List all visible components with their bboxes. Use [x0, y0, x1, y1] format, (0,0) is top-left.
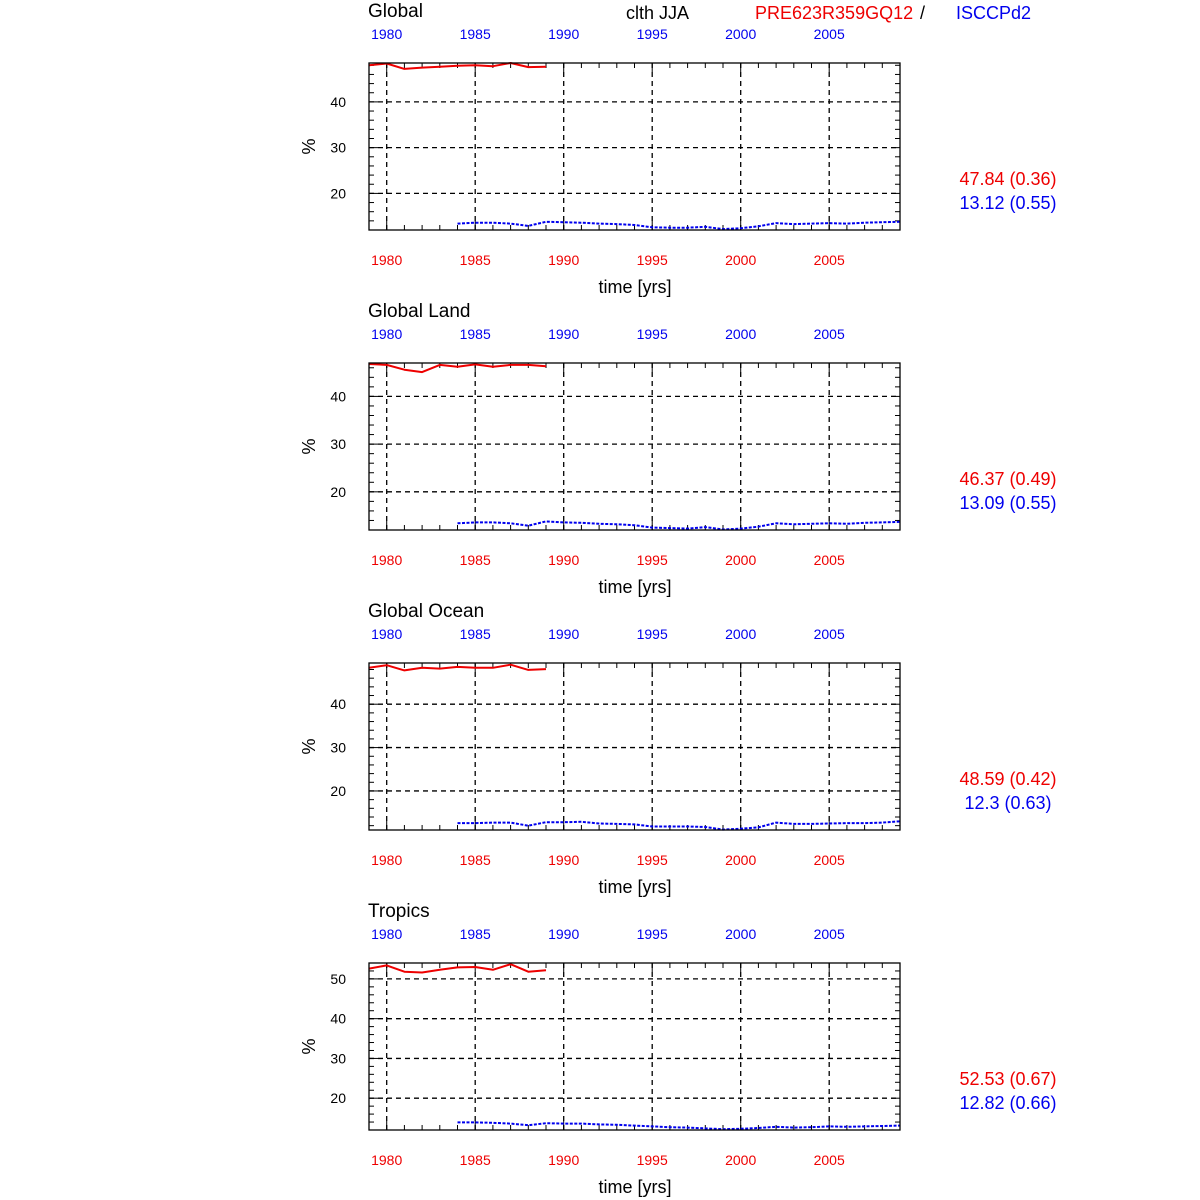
- x-tick-label-bottom: 1980: [371, 852, 403, 868]
- panel-global-land: [299, 301, 1057, 597]
- x-tick-label-top: 1985: [459, 326, 491, 342]
- y-tick-label: 40: [330, 388, 346, 405]
- x-tick-label-bottom: 1985: [459, 852, 491, 868]
- y-axis-label: %: [299, 1038, 319, 1055]
- y-tick-label: 30: [330, 139, 346, 156]
- x-tick-label-top: 2000: [725, 326, 757, 342]
- panel-title: Tropics: [368, 901, 430, 922]
- panel-global: [299, 1, 1057, 297]
- x-tick-label-bottom: 1990: [548, 1152, 580, 1168]
- x-tick-label-top: 1990: [548, 326, 580, 342]
- x-tick-label-top: 1995: [636, 626, 668, 642]
- x-tick-label-bottom: 1980: [371, 1152, 403, 1168]
- obs-mean-stat: 13.09 (0.55): [959, 493, 1057, 513]
- x-tick-label-top: 1995: [636, 26, 668, 42]
- y-tick-label: 20: [330, 483, 346, 500]
- x-tick-label-top: 1980: [371, 26, 403, 42]
- legend-separator: /: [920, 3, 926, 23]
- x-tick-label-bottom: 1990: [548, 852, 580, 868]
- x-tick-label-top: 2005: [813, 26, 845, 42]
- x-tick-label-top: 1985: [459, 626, 491, 642]
- y-tick-label: 50: [330, 970, 346, 987]
- y-axis-label: %: [299, 738, 319, 755]
- y-axis-label: %: [299, 138, 319, 155]
- x-tick-label-top: 1990: [548, 926, 580, 942]
- x-tick-label-bottom: 1980: [371, 552, 403, 568]
- model-mean-stat: 47.84 (0.36): [959, 169, 1057, 189]
- x-tick-label-bottom: 2000: [725, 552, 757, 568]
- model-mean-stat: 52.53 (0.67): [959, 1069, 1057, 1089]
- figure-header: [626, 3, 1031, 23]
- x-tick-label-bottom: 1980: [371, 252, 403, 268]
- obs-mean-stat: 13.12 (0.55): [959, 193, 1057, 213]
- x-tick-label-top: 2000: [725, 26, 757, 42]
- plot-frame: [369, 663, 900, 830]
- variable-label: clth JJA: [626, 3, 690, 23]
- panel-tropics: [299, 901, 1057, 1197]
- x-tick-label-top: 1980: [371, 626, 403, 642]
- panel-title: Global Land: [368, 301, 471, 322]
- panel-title: Global: [368, 1, 423, 22]
- y-tick-label: 30: [330, 739, 346, 756]
- obs-series-line: [458, 821, 901, 829]
- x-tick-label-bottom: 2000: [725, 252, 757, 268]
- x-tick-label-bottom: 2005: [813, 252, 845, 268]
- y-tick-label: 20: [330, 782, 346, 799]
- y-tick-label: 20: [330, 1090, 346, 1107]
- y-tick-label: 30: [330, 1050, 346, 1067]
- y-tick-label: 30: [330, 436, 346, 453]
- x-tick-label-top: 2000: [725, 626, 757, 642]
- x-tick-label-bottom: 1990: [548, 252, 580, 268]
- x-tick-label-bottom: 1985: [459, 252, 491, 268]
- y-tick-label: 20: [330, 185, 346, 202]
- obs-series-line: [458, 1122, 901, 1129]
- y-tick-label: 40: [330, 1010, 346, 1027]
- x-tick-label-top: 1995: [636, 326, 668, 342]
- x-tick-label-top: 1980: [371, 326, 403, 342]
- x-tick-label-bottom: 2000: [725, 852, 757, 868]
- model-legend-label: PRE623R359GQ12: [755, 3, 914, 23]
- x-tick-label-top: 1980: [371, 926, 403, 942]
- panel-title: Global Ocean: [368, 601, 485, 622]
- x-axis-label: time [yrs]: [598, 277, 672, 297]
- x-tick-label-top: 2000: [725, 926, 757, 942]
- obs-series-line: [458, 521, 901, 529]
- x-tick-label-top: 2005: [813, 926, 845, 942]
- x-tick-label-top: 1985: [459, 926, 491, 942]
- x-tick-label-top: 1990: [548, 626, 580, 642]
- x-tick-label-bottom: 1995: [636, 552, 668, 568]
- x-axis-label: time [yrs]: [598, 1177, 672, 1197]
- y-axis-label: %: [299, 438, 319, 455]
- panel-global-ocean: [299, 601, 1057, 897]
- y-tick-label: 40: [330, 93, 346, 110]
- x-tick-label-top: 1990: [548, 26, 580, 42]
- model-mean-stat: 46.37 (0.49): [959, 469, 1057, 489]
- x-tick-label-bottom: 1985: [459, 552, 491, 568]
- x-tick-label-bottom: 2000: [725, 1152, 757, 1168]
- x-tick-label-bottom: 1990: [548, 552, 580, 568]
- obs-series-line: [458, 222, 901, 229]
- x-axis-label: time [yrs]: [598, 577, 672, 597]
- obs-mean-stat: 12.3 (0.63): [964, 793, 1052, 813]
- x-tick-label-top: 2005: [813, 626, 845, 642]
- obs-legend-label: ISCCPd2: [956, 3, 1032, 23]
- x-tick-label-bottom: 2005: [813, 552, 845, 568]
- x-axis-label: time [yrs]: [598, 877, 672, 897]
- x-tick-label-bottom: 1995: [636, 1152, 668, 1168]
- x-tick-label-bottom: 1985: [459, 1152, 491, 1168]
- obs-mean-stat: 12.82 (0.66): [959, 1093, 1057, 1113]
- x-tick-label-bottom: 2005: [813, 1152, 845, 1168]
- x-tick-label-top: 2005: [813, 326, 845, 342]
- panels-container: [299, 1, 1057, 1197]
- plot-frame: [369, 63, 900, 230]
- x-tick-label-bottom: 2005: [813, 852, 845, 868]
- plot-frame: [369, 963, 900, 1130]
- x-tick-label-top: 1985: [459, 26, 491, 42]
- x-tick-label-top: 1995: [636, 926, 668, 942]
- x-tick-label-bottom: 1995: [636, 852, 668, 868]
- plot-frame: [369, 363, 900, 530]
- model-mean-stat: 48.59 (0.42): [959, 769, 1057, 789]
- x-tick-label-bottom: 1995: [636, 252, 668, 268]
- y-tick-label: 40: [330, 696, 346, 713]
